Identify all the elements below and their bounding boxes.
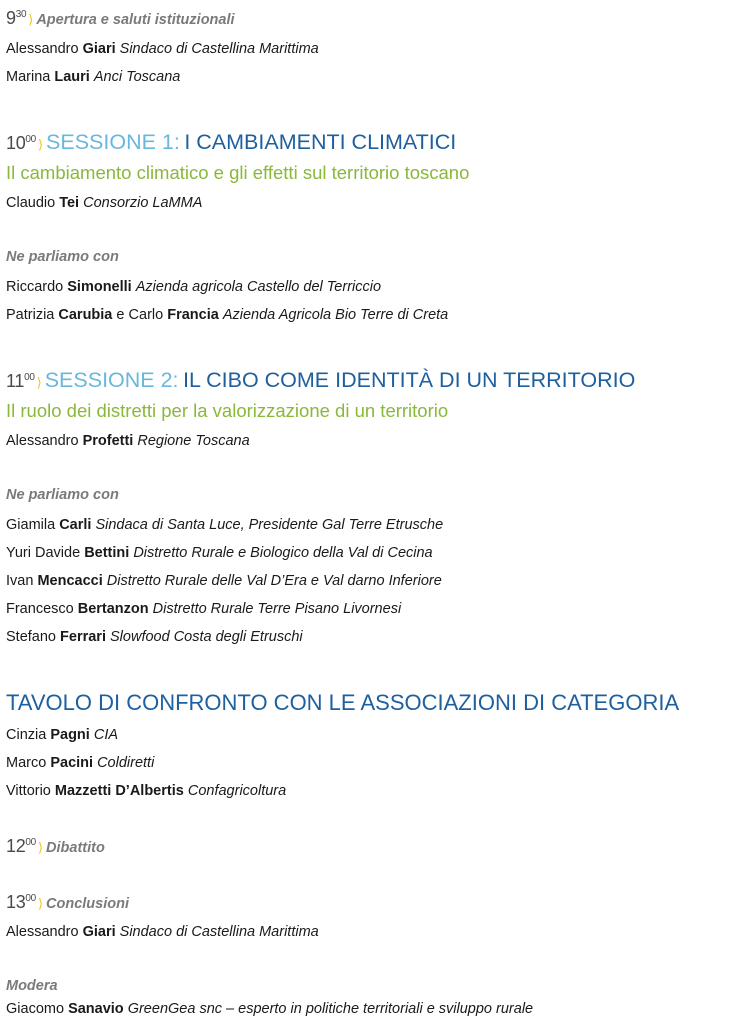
modera-label: Modera [6, 978, 58, 994]
speaker-line: Giacomo Sanavio GreenGea snc – esperto in politiche territoriali e sviluppo rurale [6, 1001, 534, 1017]
speaker-line: Marco Pacini Coldiretti [6, 755, 155, 771]
chevron-right-icon: ⟩ [36, 375, 42, 390]
conclusioni-time: $13^{00}$ [6, 892, 36, 912]
conclusioni-title: Conclusioni [46, 896, 130, 912]
dibattito-time: $12^{00}$ [6, 836, 36, 856]
session1-label: SESSIONE 1: [46, 130, 180, 154]
chevron-right-icon: ⟩ [37, 896, 44, 911]
session2-label: SESSIONE 2: [44, 368, 179, 392]
speaker-line: Ivan Mencacci Distretto Rurale delle Val D’Era e Val darno Inferiore [6, 573, 442, 589]
opening-heading [6, 8, 235, 29]
session2-subtitle: Il ruolo dei distretti per la valorizzazione di un territorio [6, 400, 449, 421]
speaker-line: Yuri Davide Bettini Distretto Rurale e Biologico della Val di Cecina [6, 545, 433, 561]
speaker-line: Cinzia Pagni CIA [6, 727, 119, 743]
dibattito-title: Dibattito [46, 840, 105, 856]
dibattito-heading [6, 836, 105, 857]
session2-time: $11^{00}$ [6, 371, 35, 391]
speaker-line: Alessandro Giari Sindaco di Castellina Marittima [6, 41, 319, 57]
session1-subtitle: Il cambiamento climatico e gli effetti sul territorio toscano [6, 162, 470, 183]
ne-parliamo-label: Ne parliamo con [6, 249, 119, 265]
speaker-line: Patrizia Carubia e Carlo Francia Azienda Agricola Bio Terre di Creta [6, 307, 449, 323]
session1-title: I CAMBIAMENTI CLIMATICI [184, 130, 457, 154]
tavolo-title: TAVOLO DI CONFRONTO CON LE ASSOCIAZIONI DI CATEGORIA [6, 690, 680, 715]
speaker-line: Stefano Ferrari Slowfood Costa degli Etruschi [6, 629, 303, 645]
speaker-line: Marina Lauri Anci Toscana [6, 69, 181, 85]
speaker-line: Giamila Carli Sindaca di Santa Luce, Presidente Gal Terre Etrusche [6, 517, 444, 533]
session2-title: IL CIBO COME IDENTITÀ DI UN TERRITORIO [183, 368, 636, 392]
speaker-line: Riccardo Simonelli Azienda agricola Castello del Terriccio [6, 279, 382, 295]
opening-time: $9^{30}$ [6, 8, 27, 28]
opening-title: Apertura e saluti istituzionali [36, 12, 235, 28]
ne-parliamo-label: Ne parliamo con [6, 487, 119, 503]
session1-time: $10^{00}$ [6, 133, 36, 153]
chevron-right-icon: ⟩ [37, 840, 44, 855]
chevron-right-icon: ⟩ [28, 12, 34, 27]
chevron-right-icon: ⟩ [37, 137, 44, 152]
speaker-line: Alessandro Profetti Regione Toscana [6, 433, 250, 449]
speaker-line: Vittorio Mazzetti D’Albertis Confagricoltura [6, 783, 287, 799]
session1-heading [6, 130, 456, 155]
session2-heading [6, 368, 635, 393]
speaker-line: Alessandro Giari Sindaco di Castellina Marittima [6, 924, 319, 940]
speaker-line: Claudio Tei Consorzio LaMMA [6, 195, 203, 211]
conclusioni-heading [6, 892, 129, 913]
speaker-line: Francesco Bertanzon Distretto Rurale Terre Pisano Livornesi [6, 601, 402, 617]
